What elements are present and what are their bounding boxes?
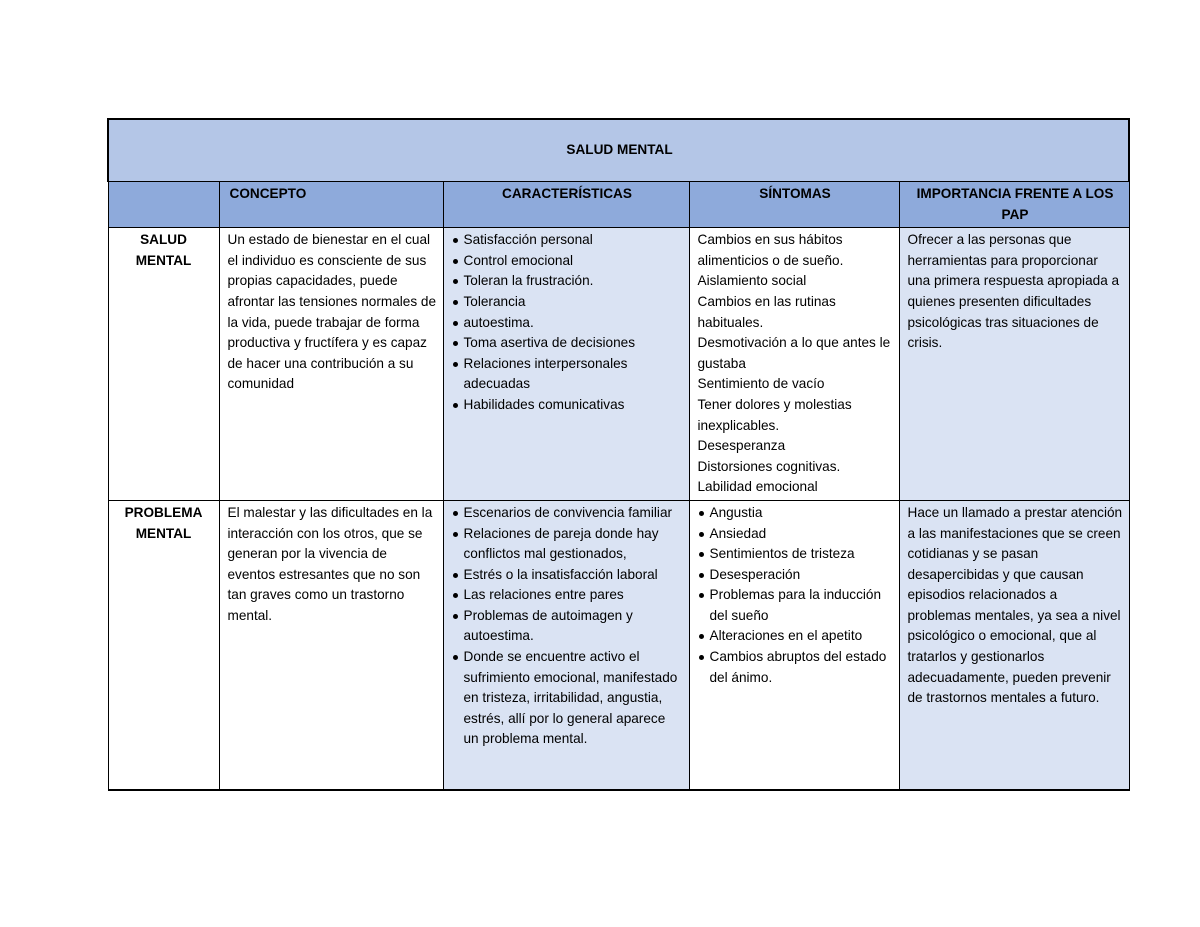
sintomas-cell — [689, 228, 899, 501]
sintomas-lines — [698, 230, 893, 498]
list-item: Ansiedad — [698, 524, 893, 545]
table-title-row — [108, 119, 1129, 182]
list-item: Tolerancia — [452, 292, 683, 313]
table-header-row — [108, 182, 1129, 228]
row-label: PROBLEMA MENTAL — [108, 500, 219, 790]
list-item: Estrés o la insatisfacción laboral — [452, 565, 683, 586]
header-sintomas: SÍNTOMAS — [689, 182, 899, 228]
list-item: Escenarios de convivencia familiar — [452, 503, 683, 524]
list-item: Aislamiento social — [697, 273, 807, 289]
list-item: Angustia — [698, 503, 893, 524]
header-concepto: CONCEPTO — [219, 182, 443, 228]
list-item: Desmotivación a lo que antes le gustaba — [697, 335, 891, 371]
list-item: Distorsiones cognitivas. — [697, 458, 841, 474]
header-caracteristicas: CARACTERÍSTICAS — [443, 182, 689, 228]
list-item: Toma asertiva de decisiones — [452, 333, 683, 354]
caracteristicas-cell — [443, 228, 689, 501]
caracteristicas-list — [452, 503, 683, 750]
row-label: SALUD MENTAL — [108, 228, 219, 501]
list-item: autoestima. — [452, 313, 683, 334]
list-item: Problemas de autoimagen y autoestima. — [452, 606, 683, 647]
sintomas-cell — [689, 500, 899, 790]
list-item: Tener dolores y molestias inexplicables. — [697, 396, 852, 433]
list-item: Alteraciones en el apetito — [698, 626, 893, 647]
list-item: Satisfacción personal — [452, 230, 683, 251]
list-item: Labilidad emocional — [697, 479, 818, 495]
concepto-cell: El malestar y las dificultades en la interacción con los otros, que se generan por la vivencia de eventos estresantes que no son tan graves como un trastorno mental. — [219, 500, 443, 790]
importancia-cell: Ofrecer a las personas que herramientas para proporcionar una primera respuesta apropiada a quienes presenten dificultades psicológicas tras situaciones de crisis. — [899, 228, 1129, 501]
salud-mental-table — [107, 118, 1130, 791]
header-importancia: IMPORTANCIA FRENTE A LOS PAP — [899, 182, 1129, 228]
list-item: Cambios en las rutinas habituales. — [697, 293, 836, 330]
caracteristicas-list — [452, 230, 683, 415]
list-item: Relaciones interpersonales adecuadas — [452, 354, 683, 395]
list-item: Desesperanza — [697, 438, 786, 454]
caracteristicas-cell — [443, 500, 689, 790]
list-item: Desesperación — [698, 565, 893, 586]
list-item: Las relaciones entre pares — [452, 585, 683, 606]
list-item: Sentimientos de tristeza — [698, 544, 893, 565]
table-row — [108, 228, 1129, 501]
table-title: SALUD MENTAL — [108, 119, 1129, 182]
list-item: Cambios en sus hábitos alimenticios o de sueño. — [697, 232, 844, 268]
header-empty — [108, 182, 219, 228]
sintomas-list — [698, 503, 893, 688]
list-item: Control emocional — [452, 251, 683, 272]
table-row — [108, 500, 1129, 790]
list-item: Toleran la frustración. — [452, 271, 683, 292]
importancia-cell: Hace un llamado a prestar atención a las manifestaciones que se creen cotidianas y se pasan desapercibidas y que causan episodios relacionados a problemas mentales, ya sea a nivel psicológico o emocional, que al tratarlos y gestionarlos adecuadamente, pueden prevenir de trastornos mentales a futuro. — [899, 500, 1129, 790]
concepto-cell: Un estado de bienestar en el cual el individuo es consciente de sus propias capacidades, puede afrontar las tensiones normales de la vida, puede trabajar de forma productiva y fructífera y es capaz de hacer una contribución a su comunidad — [219, 228, 443, 501]
list-item: Relaciones de pareja donde hay conflictos mal gestionados, — [452, 524, 683, 565]
list-item: Problemas para la inducción del sueño — [698, 585, 893, 626]
list-item: Sentimiento de vacío — [697, 376, 825, 392]
list-item: Cambios abruptos del estado del ánimo. — [698, 647, 893, 688]
list-item: Habilidades comunicativas — [452, 395, 683, 416]
list-item: Donde se encuentre activo el sufrimiento emocional, manifestado en tristeza, irritabilidad, angustia, estrés, allí por lo general aparece un problema mental. — [452, 647, 683, 750]
